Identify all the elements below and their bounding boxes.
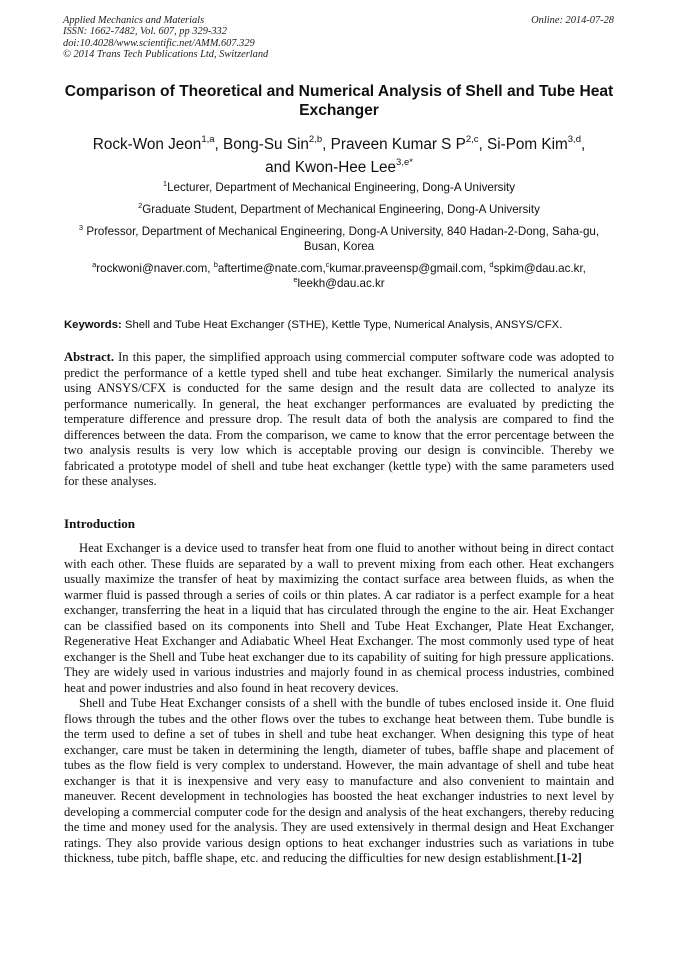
keywords-text: Shell and Tube Heat Exchanger (STHE), Kettle Type, Numerical Analysis, ANSYS/CFX. xyxy=(121,319,563,331)
email-mark: e xyxy=(293,275,298,284)
email-address: kumar.praveensp@gmail.com, xyxy=(329,262,490,275)
affiliation-3 xyxy=(64,224,614,254)
affiliation-text: Professor, Department of Mechanical Engineering, Dong-A University, 840 Hadan-2-Dong, Saha-gu, Busan, Korea xyxy=(83,225,600,253)
citation: [1-2] xyxy=(556,851,582,865)
affiliations xyxy=(64,180,614,291)
author-affiliation-mark: 3,d xyxy=(567,134,581,145)
email-mark: c xyxy=(325,260,330,269)
doi-line: doi:10.4028/www.scientific.net/AMM.607.329 xyxy=(63,37,255,49)
affiliation-1 xyxy=(64,180,614,195)
keywords xyxy=(64,318,614,333)
author-name: Bong-Su Sin xyxy=(223,136,309,153)
author-list xyxy=(64,133,614,179)
email-address: spkim@dau.ac.kr, xyxy=(493,262,586,275)
author-emails xyxy=(64,261,614,291)
paragraph: Heat Exchanger is a device used to transfer heat from one fluid to another without being in direct contact with each other. These fluids are separated by a wall to prevent mixing from each other. Heat exchangers usually maximize the transfer of heat by maximizing the contact surface area between fluids, as when the warmer fluid is passed through a series of coils or thin plates. A car radiator is a perfect example for a heat exchanger, transferring the heat in a liquid that has circulated through the engine to the air. Heat Exchanger can be classified based on its components into Shell and Tube Heat Exchanger, Plate Heat Exchanger, Regenerative Heat Exchanger and Adiabatic Wheel Heat Exchanger. The most commonly used type of heat exchanger is the Shell and Tube heat exchanger due to its capability of suiting for high pressure applications. They are widely used in various industries and majorly found in as chemical process industries, combined heat and power industries and also found in heat recovery devices. xyxy=(64,541,614,695)
author-affiliation-mark: 3,e* xyxy=(396,157,413,168)
keywords-label: Keywords: xyxy=(64,319,122,331)
paragraph-text: Shell and Tube Heat Exchanger consists of a shell with the bundle of tubes enclosed inside it. One fluid flows through the tubes and the other flows over the tubes to exchange heat between them. Tube bundle is the term used to define a set of tubes in shell and tube heat exchanger. When designing this type of heat exchanger, care must be taken in determining the length, diameter of tubes, baffle shape and placement of tubes as the flow field is very complex to understand. However, the main advantage of shell and tube heat exchanger is that it is inexpensive and very easy to manufacture and also convenient to maintain and maneuver. Recent development in technologies has boosted the heat exchanger industries to next level by developing a commercial computer code for the design and analysis of the heat exchangers, thereby reducing the time and money used for the analysis. They are used extensively in thermal design and Heat Exchanger ratings. They also provide various design options to heat exchanger industries such as variations in tube thickness, tube pitch, baffle shape, etc. and reducing the difficulties for new design establishment. xyxy=(64,696,614,865)
email-mark: b xyxy=(213,260,218,269)
email-address: rockwoni@naver.com, xyxy=(96,262,214,275)
author-separator: , xyxy=(214,136,224,153)
abstract-label: Abstract. xyxy=(64,350,115,364)
journal-name: Applied Mechanics and Materials xyxy=(63,15,205,26)
email-address: leekh@dau.ac.kr xyxy=(297,277,385,290)
author-affiliation-mark: 2,b xyxy=(308,134,323,145)
abstract xyxy=(64,350,614,490)
affiliation-2 xyxy=(64,202,614,217)
section-heading-introduction: Introduction xyxy=(64,516,136,531)
author-name: Rock-Won Jeon xyxy=(92,136,202,153)
email-mark: d xyxy=(489,260,494,269)
copyright-line: © 2014 Trans Tech Publications Ltd, Switzerland xyxy=(63,49,269,61)
author-separator: , xyxy=(322,136,331,153)
affiliation-mark: 3 xyxy=(78,223,84,232)
author-affiliation-mark: 1,a xyxy=(201,134,215,145)
affiliation-text: Lecturer, Department of Mechanical Engineering, Dong-A University xyxy=(167,181,516,194)
author-separator: , xyxy=(580,136,586,153)
paragraph xyxy=(64,696,614,867)
author-separator: , xyxy=(478,136,488,153)
abstract-text: In this paper, the simplified approach using commercial computer software code was adopted to predict the performance of a kettle typed shell and tube heat exchanger. Similarly the numerical analysis using ANSYS/CFX is conducted for the same design and the result data are collected to analyze its performance numerically. In general, the heat exchanger performances are evaluated by predicting the temperature difference and pressure drop. The result data of both the analysis are compared to find the differences between the data. From the comparison, we came to know that the error percentage between the two analysis results is very low which is acceptable proving our design is convincible. Thereby we fabricated a prototype model of shell and tube heat exchanger (kettle type) with the same parameters used for these analyses. xyxy=(64,350,614,488)
affiliation-text: Graduate Student, Department of Mechanical Engineering, Dong-A University xyxy=(142,203,540,216)
journal-header xyxy=(63,15,268,61)
paper-title: Comparison of Theoretical and Numerical Analysis of Shell and Tube Heat Exchanger xyxy=(64,83,614,119)
email-address: aftertime@nate.com, xyxy=(217,262,326,275)
author-name: Si-Pom Kim xyxy=(487,136,568,153)
affiliation-mark: 2 xyxy=(138,201,143,210)
email-mark: a xyxy=(92,260,97,269)
author-name: and Kwon-Hee Lee xyxy=(265,159,397,176)
author-affiliation-mark: 2,c xyxy=(465,134,479,145)
online-date: Online: 2014-07-28 xyxy=(531,15,614,26)
introduction-body xyxy=(64,541,614,867)
author-name: Praveen Kumar S P xyxy=(330,136,466,153)
affiliation-mark: 1 xyxy=(162,179,168,188)
issn-line: ISSN: 1662-7482, Vol. 607, pp 329-332 xyxy=(63,26,227,38)
